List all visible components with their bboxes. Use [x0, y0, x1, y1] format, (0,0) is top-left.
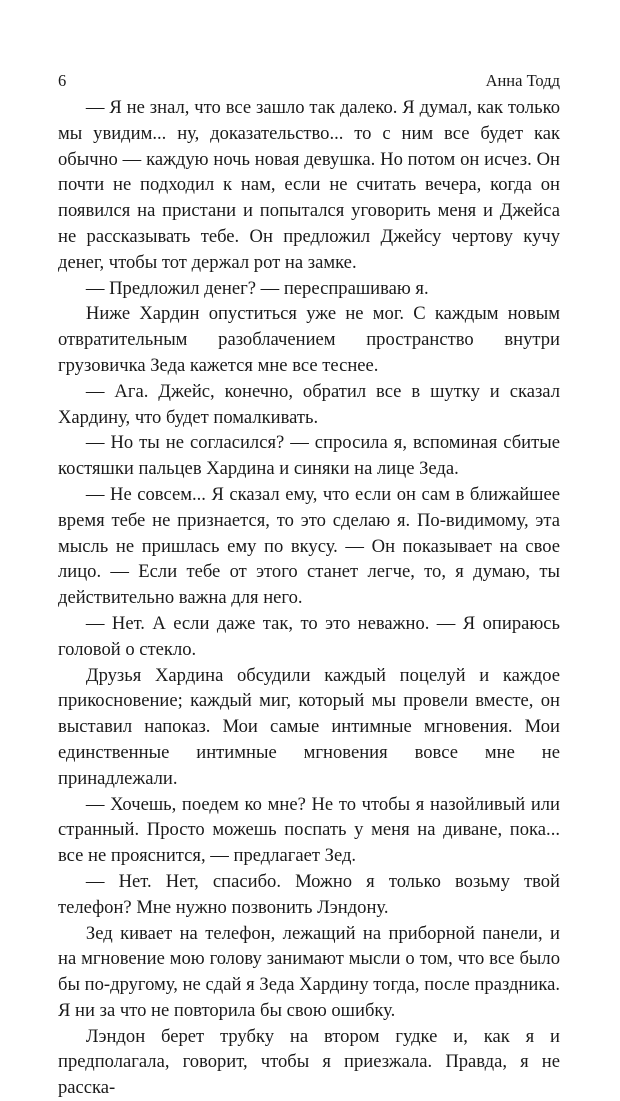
paragraph: — Но ты не согласился? — спросила я, вспоминая сбитые костяшки пальцев Хардина и синяки на лице Зеда. [58, 432, 560, 480]
paragraph: — Хочешь, поедем ко мне? Не то чтобы я назойливый или странный. Просто можешь поспать у меня на диване, пока... все не прояснится, — предлагает Зед. [58, 793, 560, 867]
author-name: Анна Тодд [485, 71, 560, 90]
paragraph: — Я не знал, что все зашло так далеко. Я думал, как только мы увидим... ну, доказательство... то с ним все будет как обычно — каждую ночь новая девушка. Но потом он исчез. Он почти не подходил к нам, если не считать вечера, когда он появился на пристани и попытался уговорить меня и Джейса не рассказывать тебе. Он предложил Джейсу чертову кучу денег, чтобы тот держал рот на замке. [58, 97, 560, 273]
paragraph: Ниже Хардин опуститься уже не мог. С каждым новым отвратительным разоблачением пространство внутри грузовичка Зеда кажется мне все теснее. [58, 303, 560, 376]
paragraph: — Нет. Нет, спасибо. Можно я только возьму твой телефон? Мне нужно позвонить Лэндону. [58, 870, 560, 918]
paragraph: Лэндон берет трубку на втором гудке и, как я и предполагала, говорит, чтобы я приезжала. Правда, я не расска- [58, 1025, 560, 1099]
paragraph: — Не совсем... Я сказал ему, что если он сам в ближайшее время тебе не признается, то это сделаю я. По-видимому, эта мысль не пришлась ему по вкусу. — Он показывает на свое лицо. — Если тебе от этого станет легче, то, я думаю, ты действительно важна для него. [58, 483, 560, 609]
paragraph: — Нет. А если даже так, то это неважно. — Я опираюсь головой о стекло. [58, 612, 560, 660]
paragraph: — Предложил денег? — переспрашиваю я. [85, 277, 429, 299]
body-text [58, 95, 560, 1101]
paragraph: Зед кивает на телефон, лежащий на приборной панели, и на мгновение мою голову занимают мысли о том, что все было бы по-другому, не сдай я Зеда Хардину тогда, после праздника. Я ни за что не повторила бы свою ошибку. [58, 922, 560, 1021]
running-head [58, 70, 560, 92]
page-number: 6 [58, 71, 67, 90]
paragraph: — Ага. Джейс, конечно, обратил все в шутку и сказал Хардину, что будет помалкивать. [58, 380, 560, 428]
paragraph: Друзья Хардина обсудили каждый поцелуй и каждое прикосновение; каждый миг, который мы провели вместе, он выставил напоказ. Мои самые интимные мгновения. Мои единственные интимные мгновения вовсе мне не принадлежали. [58, 664, 560, 789]
